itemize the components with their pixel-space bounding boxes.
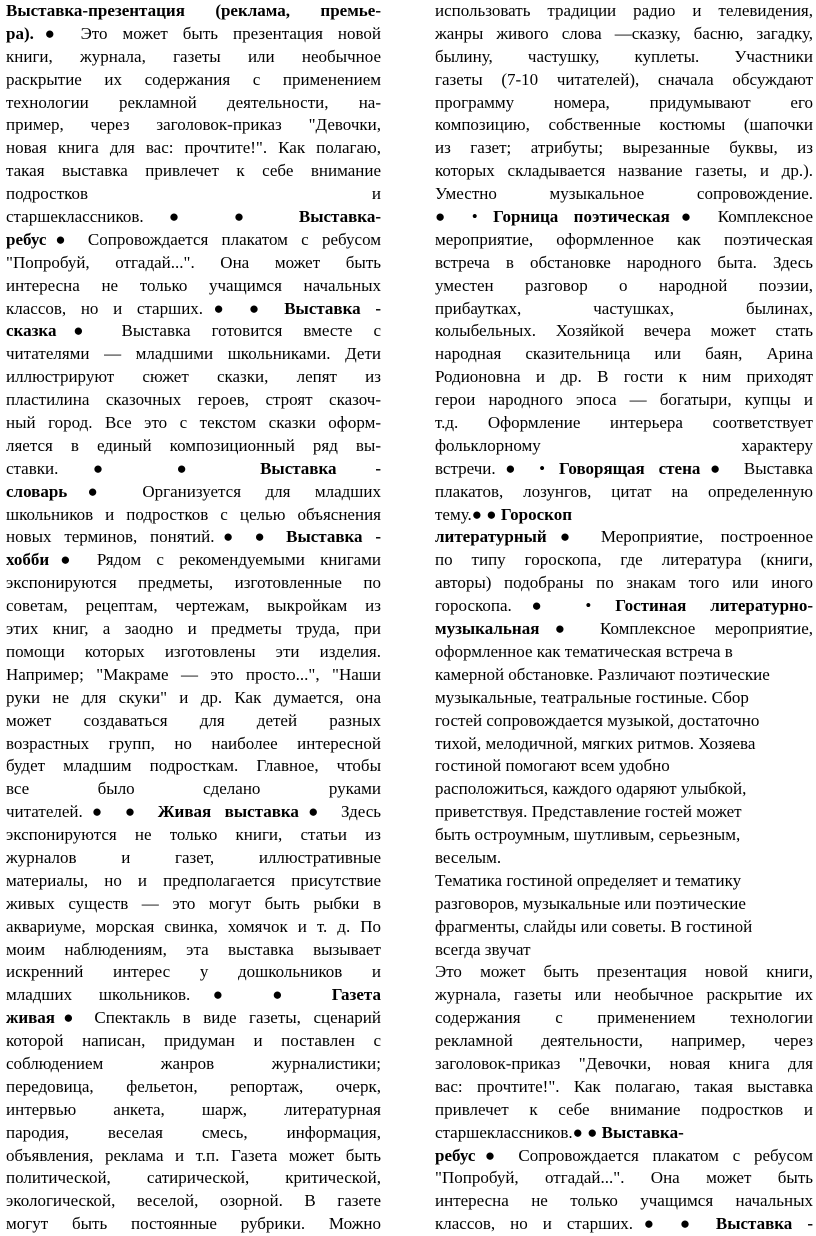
body-text: газеты (7-10 читателей), сначала обсуждают — [435, 69, 813, 89]
bold-heading-text: Гостиная литературно- — [615, 596, 813, 616]
text-line — [435, 939, 813, 962]
body-text: плакатов, лозунгов, цитат на определенную — [435, 481, 813, 501]
body-text: уместен разговор о народной поэзии, — [435, 275, 813, 295]
text-line — [435, 687, 813, 710]
text-line — [435, 1167, 813, 1190]
bold-heading-text: Выставка - — [715, 1214, 813, 1234]
body-text: школьников и подростков с целью объяснения — [6, 504, 381, 524]
body-text: вас: прочтите!". Как полагаю, такая выставка — [435, 1076, 813, 1096]
bold-heading-text: ребус — [435, 1145, 476, 1165]
text-line — [435, 69, 813, 92]
text-line — [6, 733, 381, 756]
body-text: политической, сатирической, критической, — [6, 1168, 381, 1188]
body-text: возрастных групп, но наиболее интересной — [6, 733, 381, 753]
body-text: книги, журнала, газеты или необычное — [6, 46, 381, 66]
text-line — [6, 435, 381, 458]
bold-heading-text: Гороскоп — [500, 504, 573, 524]
body-text: иллюстрируют сюжет сказки, лепят из — [6, 367, 381, 387]
body-text: ● Организуется для младших — [67, 481, 381, 501]
text-line — [6, 641, 381, 664]
body-text: интервью анкета, шарж, литературная — [6, 1099, 381, 1119]
body-text: приветствуя. Представление гостей может — [435, 802, 742, 822]
text-line — [6, 1053, 381, 1076]
body-text: колыбельных. Хозяйкой вечера может стать — [435, 321, 813, 341]
body-text: всегда звучат — [435, 939, 531, 959]
text-line — [6, 137, 381, 160]
text-line — [6, 46, 381, 69]
text-line — [435, 801, 813, 824]
text-line — [6, 298, 381, 321]
text-line — [435, 595, 813, 618]
body-text: технологии рекламной деятельности, на- — [6, 92, 381, 112]
text-line — [6, 618, 381, 641]
body-text: ● Мероприятие, построенное — [546, 527, 813, 547]
bold-heading-text: Выставка - — [284, 298, 381, 318]
body-text: Это может быть презентация новой книги, — [435, 962, 813, 982]
text-line — [6, 412, 381, 435]
text-line — [435, 229, 813, 252]
body-text: жанры живого слова —сказку, басню, загадку, — [435, 23, 813, 43]
body-text: экспонируются не только книги, статьи из — [6, 825, 381, 845]
text-line — [6, 1099, 381, 1122]
text-line — [435, 389, 813, 412]
body-text: т.д. Оформление интерьера соответствует — [435, 413, 813, 433]
bold-heading-text: ребус — [6, 229, 47, 249]
text-line — [435, 1145, 813, 1168]
text-line — [435, 710, 813, 733]
text-line — [435, 1076, 813, 1099]
text-column-right — [435, 0, 813, 1236]
body-text: материалы, но и предполагается присутствие — [6, 870, 381, 890]
body-text: интересна не только учащимся начальных — [6, 275, 381, 295]
text-line — [6, 916, 381, 939]
body-text: быть остроумным, шутливым, серьезным, — [435, 825, 741, 845]
body-text: пародия, веселая смесь, информация, — [6, 1122, 381, 1142]
text-line — [435, 412, 813, 435]
text-line — [435, 458, 813, 481]
text-line — [6, 366, 381, 389]
text-line — [6, 778, 381, 801]
text-line — [435, 1053, 813, 1076]
body-text: читателей.● ● — [6, 802, 158, 822]
body-text: экспонируются предметы, изготовленные по — [6, 573, 381, 593]
body-text: Например; "Макраме — это просто...", "Наши — [6, 664, 381, 684]
text-line — [435, 206, 813, 229]
text-line — [6, 1122, 381, 1145]
body-text: подростков и — [6, 184, 381, 204]
text-line — [435, 572, 813, 595]
text-line — [435, 23, 813, 46]
bold-heading-text: сказка — [6, 321, 57, 341]
body-text: раскрытие их содержания с применением — [6, 69, 381, 89]
text-line — [435, 160, 813, 183]
text-column-left — [6, 0, 381, 1236]
body-text: ● • — [435, 207, 494, 227]
body-text: журналов и газет, иллюстративные — [6, 847, 381, 867]
body-text: живых существ — это могут быть рыбки в — [6, 893, 381, 913]
text-line — [6, 114, 381, 137]
body-text: былину, частушку, куплеты. Участники — [435, 46, 813, 66]
text-line — [6, 549, 381, 572]
body-text: тихой, мелодичной, мягких ритмов. Хозяева — [435, 733, 756, 753]
text-line — [6, 801, 381, 824]
body-text: Родионовна и др. В гости к ним приходят — [435, 367, 813, 387]
text-line — [6, 229, 381, 252]
body-text: старшеклассников.● ● — [6, 207, 299, 227]
body-text: могут быть постоянные рубрики. Можно — [6, 1214, 381, 1234]
text-line — [6, 252, 381, 275]
body-text: народная сказительница или баян, Арина — [435, 344, 813, 364]
text-line — [435, 320, 813, 343]
body-text: расположиться, каждого одаряют улыбкой, — [435, 779, 747, 799]
body-text: ляется в единый композиционный ряд вы- — [6, 435, 381, 455]
bold-heading-text: словарь — [6, 481, 68, 501]
body-text: классов, но и старших.● ● — [6, 298, 285, 318]
body-text: заголовок-приказ "Девочки, новая книга для — [435, 1053, 813, 1073]
text-line — [6, 160, 381, 183]
body-text: объявления, реклама и т.п. Газета может быть — [6, 1145, 381, 1165]
text-line — [6, 664, 381, 687]
body-text: ● Сопровождается плакатом с ребусом — [46, 229, 381, 249]
text-line — [435, 641, 813, 664]
body-text: тему.● ● — [435, 504, 501, 524]
body-text: фрагменты, слайды или советы. В гостиной — [435, 916, 753, 936]
text-line — [435, 870, 813, 893]
text-line — [6, 870, 381, 893]
text-line — [6, 1007, 381, 1030]
body-text: руки не для скуки" и др. Как думается, она — [6, 687, 381, 707]
text-line — [6, 595, 381, 618]
bold-heading-text: Говорящая стена — [559, 458, 701, 478]
text-line — [435, 755, 813, 778]
bold-heading-text: живая — [6, 1008, 55, 1028]
body-text: фольклорному характеру — [435, 435, 813, 455]
body-text: встречи.● • — [435, 458, 560, 478]
text-line — [435, 366, 813, 389]
body-text: пластилина сказочных героев, строят сказоч- — [6, 390, 381, 410]
text-line — [6, 320, 381, 343]
text-line — [6, 526, 381, 549]
text-line — [435, 526, 813, 549]
body-text: гостей сопровождается музыкой, достаточно — [435, 710, 760, 730]
body-text: "Попробуй, отгадай...". Она может быть — [6, 252, 381, 272]
text-line — [435, 961, 813, 984]
body-text: оформленное как тематическая встреча в — [435, 641, 733, 661]
body-text: моим наблюдениям, эта выставка вызывает — [6, 939, 381, 959]
body-text: герои народного эпоса — богатыри, купцы и — [435, 390, 813, 410]
body-text: помощи которых изготовлены эти изделия. — [6, 641, 381, 661]
body-text: может создаваться для детей разных — [6, 710, 381, 730]
text-line — [6, 687, 381, 710]
bold-heading-text: Живая выставка — [157, 802, 299, 822]
text-line — [435, 114, 813, 137]
body-text: такая выставка привлечет к себе внимание — [6, 161, 381, 181]
body-text: ● Здесь — [298, 802, 381, 822]
text-line — [6, 824, 381, 847]
text-line — [6, 0, 381, 23]
text-line — [435, 435, 813, 458]
body-text: все было сделано руками — [6, 779, 381, 799]
body-text: ● Рядом с рекомендуемыми книгами — [49, 550, 381, 570]
body-text: младших школьников.● ● — [6, 985, 332, 1005]
body-text: прибаутках, частушках, былинах, — [435, 298, 813, 318]
text-line — [435, 252, 813, 275]
bold-heading-text: Выставка - — [286, 527, 381, 547]
text-line — [6, 481, 381, 504]
body-text: классов, но и старших.● ● — [435, 1214, 716, 1234]
body-text: ● Это может быть презентация новой — [33, 23, 381, 43]
body-text: ● Сопровождается плакатом с ребусом — [475, 1145, 813, 1165]
text-line — [6, 1030, 381, 1053]
text-line — [435, 298, 813, 321]
body-text: этих книг, а заодно и предметы труда, при — [6, 619, 381, 639]
body-text: из газет; атрибуты; вырезанные буквы, из — [435, 138, 813, 158]
text-line — [6, 847, 381, 870]
text-line — [435, 0, 813, 23]
bold-heading-text: ра). — [6, 23, 34, 43]
text-line — [6, 389, 381, 412]
text-line — [435, 1099, 813, 1122]
text-line — [435, 137, 813, 160]
body-text: пример, через заголовок-приказ "Девочки, — [6, 115, 381, 135]
text-line — [435, 733, 813, 756]
body-text: ● Комплексное мероприятие, — [539, 619, 813, 639]
bold-heading-text: литературный — [435, 527, 547, 547]
body-text: которой написан, придуман и поставлен с — [6, 1031, 381, 1051]
text-line — [435, 1122, 813, 1145]
text-line — [6, 183, 381, 206]
body-text: новых терминов, понятий.● ● — [6, 527, 287, 547]
text-line — [6, 275, 381, 298]
body-text: веселым. — [435, 847, 502, 867]
body-text: камерной обстановке. Различают поэтические — [435, 664, 770, 684]
text-line — [435, 183, 813, 206]
body-text: искренний интерес у дошкольников и — [6, 962, 381, 982]
bold-heading-text: хобби — [6, 550, 50, 570]
text-line — [435, 46, 813, 69]
text-line — [435, 847, 813, 870]
text-line — [6, 755, 381, 778]
text-line — [435, 984, 813, 1007]
text-line — [6, 92, 381, 115]
text-line — [435, 1213, 813, 1236]
text-line — [6, 961, 381, 984]
body-text: ● Выставка — [700, 458, 813, 478]
text-line — [435, 343, 813, 366]
body-text: композицию, собственные костюмы (шапочки — [435, 115, 813, 135]
bold-heading-text: Выставка- — [298, 207, 381, 227]
text-line — [435, 824, 813, 847]
body-text: содержания с применением технологии — [435, 1008, 813, 1028]
body-text: использовать традиции радио и телевидения, — [435, 1, 813, 20]
bold-heading-text: Выставка- — [601, 1122, 684, 1142]
text-line — [6, 458, 381, 481]
bold-heading-text: Выставка - — [260, 458, 381, 478]
text-line — [435, 1030, 813, 1053]
body-text: ● Выставка готовится вместе с — [56, 321, 381, 341]
text-line — [435, 1007, 813, 1030]
body-text: "Попробуй, отгадай...". Она может быть — [435, 1168, 813, 1188]
text-line — [435, 504, 813, 527]
body-text: разговоров, музыкальные или поэтические — [435, 893, 746, 913]
body-text: музыкальные, театральные гостиные. Сбор — [435, 687, 749, 707]
text-line — [6, 69, 381, 92]
body-text: будет младшим подросткам. Главное, чтобы — [6, 756, 381, 776]
body-text: ● Спектакль в виде газеты, сценарий — [55, 1008, 381, 1028]
body-text: аквариуме, морская свинка, хомячок и т. д. По — [6, 916, 381, 936]
text-line — [6, 1167, 381, 1190]
bold-heading-text: Выставка-презентация (реклама, премье- — [6, 1, 381, 20]
body-text: ● Комплексное — [669, 207, 813, 227]
body-text: ный город. Все это с текстом сказки оформ- — [6, 413, 381, 433]
body-text: гороскопа.● • — [435, 596, 616, 616]
bold-heading-text: Горница поэтическая — [493, 207, 670, 227]
body-text: читателями — младшими школьниками. Дети — [6, 344, 381, 364]
body-text: гостиной помогают всем удобно — [435, 756, 670, 776]
body-text: соблюдением жанров журналистики; — [6, 1053, 381, 1073]
body-text: рекламной деятельности, например, через — [435, 1031, 813, 1051]
bold-heading-text: музыкальная — [435, 619, 540, 639]
body-text: новая книга для вас: прочтите!". Как полагаю, — [6, 138, 381, 158]
bold-heading-text: Газета — [331, 985, 381, 1005]
body-text: ставки.● ● — [6, 458, 261, 478]
text-line — [6, 1213, 381, 1236]
text-line — [6, 206, 381, 229]
text-line — [435, 92, 813, 115]
text-line — [435, 893, 813, 916]
body-text: интересна не только учащимся начальных — [435, 1191, 813, 1211]
text-line — [6, 939, 381, 962]
body-text: Уместно музыкальное сопровождение. — [435, 184, 813, 204]
text-line — [435, 275, 813, 298]
text-line — [6, 1076, 381, 1099]
text-line — [435, 481, 813, 504]
body-text: передовица, фельетон, репортаж, очерк, — [6, 1076, 381, 1096]
text-line — [6, 343, 381, 366]
body-text: старшеклассников.● ● — [435, 1122, 602, 1142]
text-line — [435, 916, 813, 939]
text-line — [6, 504, 381, 527]
body-text: привлечет к себе внимание подростков и — [435, 1099, 813, 1119]
text-line — [6, 984, 381, 1007]
body-text: советам, рецептам, чертежам, выкройкам из — [6, 596, 381, 616]
body-text: программу номера, придумывают его — [435, 92, 813, 112]
text-line — [435, 618, 813, 641]
body-text: по типу гороскопа, где литература (книги, — [435, 550, 813, 570]
text-line — [6, 23, 381, 46]
text-line — [435, 778, 813, 801]
body-text: встреча в обстановке народного быта. Здесь — [435, 252, 813, 272]
body-text: Тематика гостиной определяет и тематику — [435, 870, 742, 890]
body-text: которых складывается название газеты, и др.). — [435, 161, 813, 181]
body-text: экологической, веселой, озорной. В газете — [6, 1191, 381, 1211]
text-line — [6, 710, 381, 733]
body-text: авторы) подобраны по знакам того или иного — [435, 573, 813, 593]
text-line — [6, 572, 381, 595]
text-line — [6, 893, 381, 916]
text-line — [6, 1145, 381, 1168]
body-text: журнала, газеты или необычное раскрытие их — [435, 985, 813, 1005]
text-line — [435, 549, 813, 572]
text-line — [435, 664, 813, 687]
body-text: мероприятие, оформленное как поэтическая — [435, 229, 813, 249]
